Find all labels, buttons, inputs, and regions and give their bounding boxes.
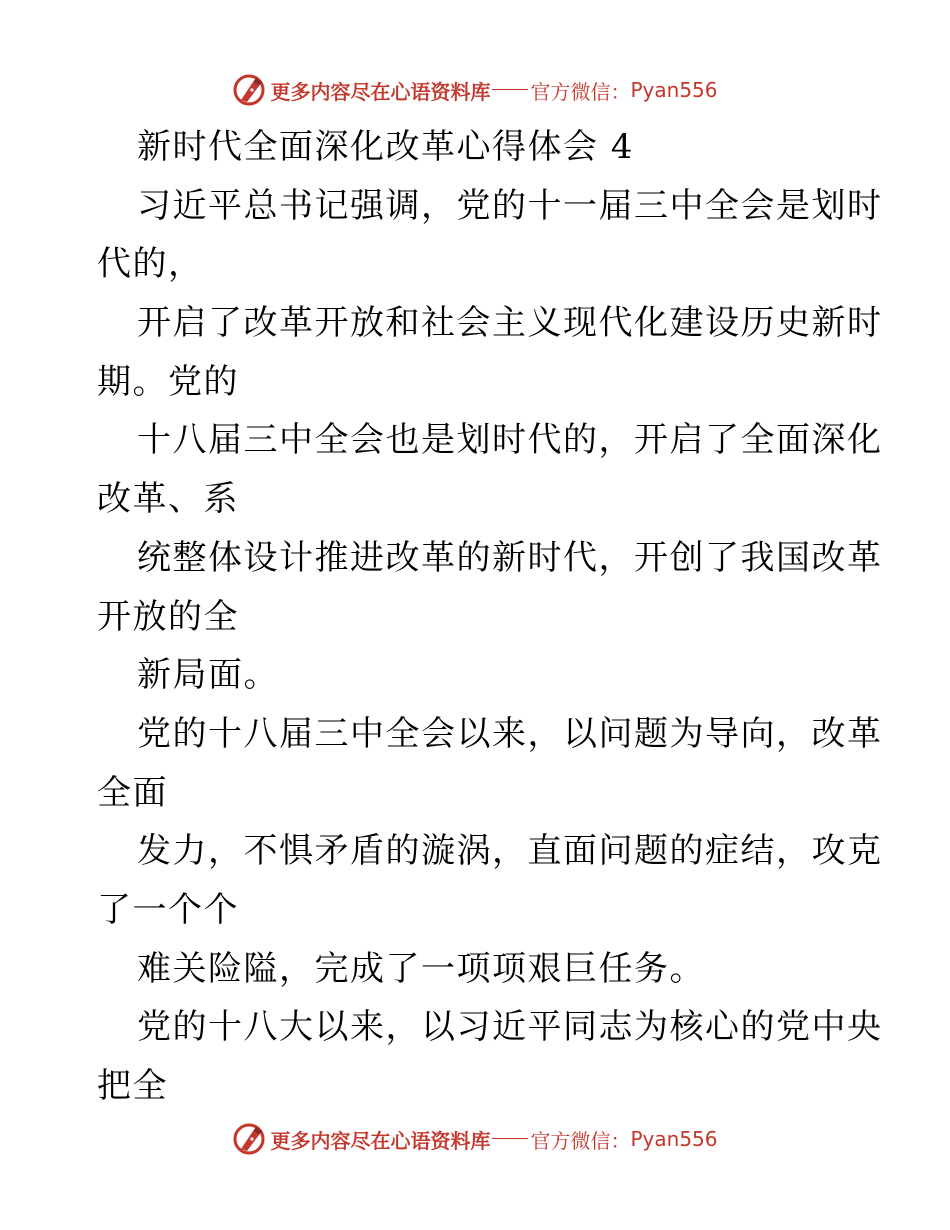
document-title: 新时代全面深化改革心得体会 4 (137, 127, 634, 167)
banner-wechat-id: Pyan556 (630, 1127, 718, 1151)
document-body (97, 118, 883, 1116)
paragraph-line: 把全 (97, 1066, 168, 1106)
paragraph-line: 了一个个 (97, 889, 239, 930)
paragraph-line: 党的十八大以来，以习近平同志为核心的党中央 (137, 1007, 883, 1048)
paragraph-line: 统整体设计推进改革的新时代，开创了我国改革 (137, 537, 883, 578)
banner-main-text: 更多内容尽在心语资料库 (270, 1128, 491, 1153)
paragraph-line: 发力，不惧矛盾的漩涡，直面问题的症结，攻克 (137, 831, 883, 872)
paragraph-line: 开放的全 (97, 596, 239, 637)
footer-banner (0, 1117, 950, 1161)
paragraph-line: 代的， (97, 244, 204, 285)
paragraph-line: 全面 (97, 772, 168, 813)
banner-dash (492, 1138, 528, 1139)
banner-main-text: 更多内容尽在心语资料库 (270, 79, 491, 104)
paragraph-line: 习近平总书记强调，党的十一届三中全会是划时 (137, 185, 883, 226)
pen-nib-logo-icon (232, 73, 266, 107)
paragraph-line: 十八届三中全会也是划时代的，开启了全面深化 (137, 420, 883, 461)
paragraph-line: 开启了改革开放和社会主义现代化建设历史新时 (137, 303, 883, 344)
paragraph-line: 党的十八届三中全会以来，以问题为导向，改革 (137, 713, 883, 754)
paragraph-line: 难关险隘，完成了一项项艰巨任务。 (137, 948, 705, 989)
paragraph-line: 改革、系 (97, 479, 239, 520)
banner-sub-text: 官方微信： (530, 1128, 631, 1153)
banner-dash (492, 89, 528, 90)
pen-nib-logo-icon (232, 1122, 266, 1156)
banner-wechat-id: Pyan556 (630, 78, 718, 102)
banner-sub-text: 官方微信： (530, 79, 631, 104)
paragraph-line: 新局面。 (137, 655, 279, 696)
paragraph-line: 期。党的 (97, 361, 239, 402)
header-banner (0, 68, 950, 112)
